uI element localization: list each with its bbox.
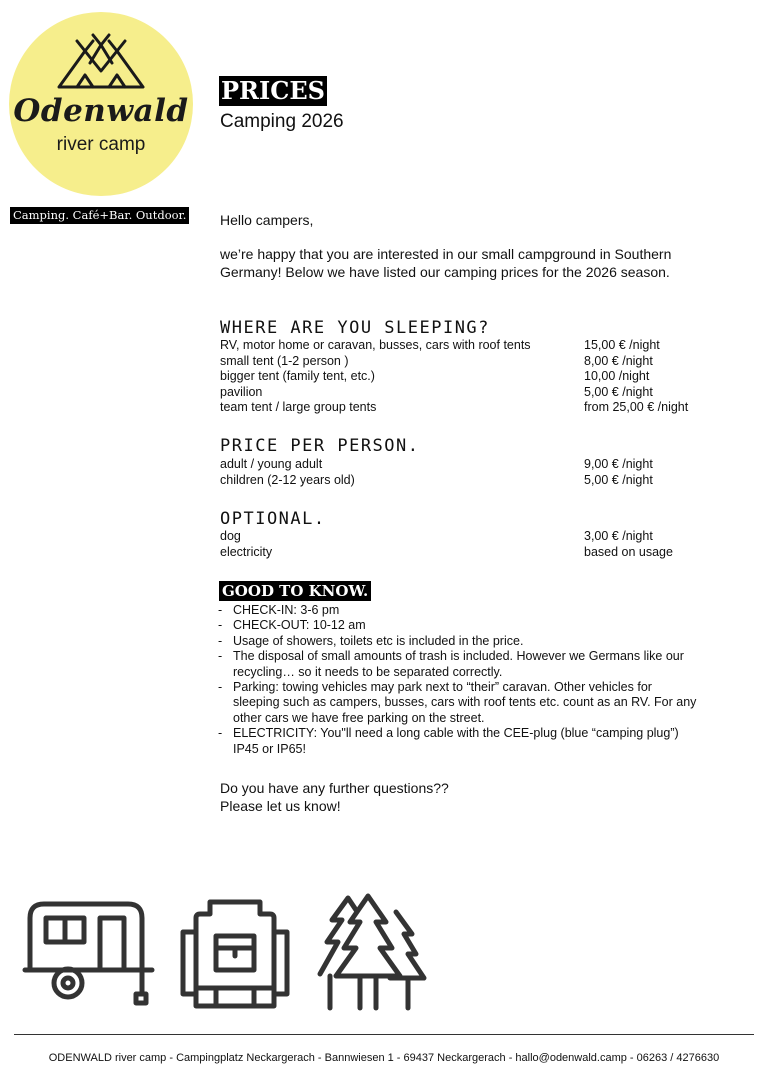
price-row <box>220 400 720 416</box>
price-label: children (2-12 years old) <box>220 472 355 487</box>
price-row <box>220 369 720 385</box>
bullet-dash: - <box>218 649 223 664</box>
price-value: 3,00 € /night <box>584 529 653 543</box>
price-value: 5,00 € /night <box>584 384 653 399</box>
price-label: small tent (1-2 person ) <box>220 353 349 368</box>
price-value: 10,00 /night <box>584 369 650 384</box>
price-row <box>220 385 720 401</box>
price-row <box>220 545 720 561</box>
bullet-dash: - <box>218 618 223 633</box>
price-row <box>220 473 720 489</box>
price-value: 5,00 € /night <box>584 472 653 487</box>
closing-line-1: Do you have any further questions?? <box>220 780 449 796</box>
price-row <box>220 457 720 473</box>
footer-divider <box>14 1034 754 1035</box>
good-to-know-list <box>218 603 698 757</box>
list-item-text: CHECK-IN: 3-6 pm <box>233 603 340 617</box>
price-value: 15,00 € /night <box>584 338 660 352</box>
section-sleeping-heading: WHERE ARE YOU SLEEPING? <box>220 318 490 338</box>
bullet-dash: - <box>218 680 223 695</box>
price-value: 8,00 € /night <box>584 353 653 368</box>
price-label: RV, motor home or caravan, busses, cars with roof tents <box>220 338 531 352</box>
person-price-list <box>220 457 720 488</box>
price-row <box>220 529 720 545</box>
price-label: pavilion <box>220 384 263 399</box>
intro-text: we’re happy that you are interested in our small campground in Southern Germany! Below we have listed our camping prices for the 2026 season. <box>220 246 672 280</box>
page-title: PRICES <box>221 76 325 105</box>
logo-wordmark: Odenwald <box>13 93 189 129</box>
bullet-dash: - <box>218 633 223 648</box>
price-label: adult / young adult <box>220 457 323 471</box>
list-item-text: Parking: towing vehicles may park next to “their” caravan. Other vehicles for sleeping such as campers, busses, cars with roof tents etc. count as an RV. For any other cars we have free parking on the street. <box>233 680 697 725</box>
list-item <box>218 649 698 680</box>
list-item <box>218 603 698 618</box>
closing-line-2: Please let us know! <box>220 798 341 814</box>
list-item-text: ELECTRICITY: You"ll need a long cable with the CEE-plug (blue “camping plug”) IP45 or IP65! <box>233 726 679 756</box>
greeting: Hello campers, <box>220 212 314 228</box>
closing-text <box>220 779 449 815</box>
page-subtitle: Camping 2026 <box>220 111 344 132</box>
section-person-heading: PRICE PER PERSON. <box>220 436 420 456</box>
list-item <box>218 680 698 726</box>
price-value: 9,00 € /night <box>584 457 653 471</box>
section-optional-heading: OPTIONAL. <box>220 509 326 529</box>
price-row <box>220 354 720 370</box>
list-item-text: Usage of showers, toilets etc is included in the price. <box>233 633 524 648</box>
bullet-dash: - <box>218 603 223 617</box>
price-label: team tent / large group tents <box>220 400 377 415</box>
logo-subtitle: river camp <box>56 134 146 155</box>
sleeping-price-list <box>220 338 720 416</box>
price-label: dog <box>220 529 241 543</box>
price-value: based on usage <box>584 544 673 559</box>
optional-price-list <box>220 529 720 560</box>
pine-trees-icon <box>320 896 424 1008</box>
price-row <box>220 338 720 354</box>
teepee-icon <box>55 33 147 91</box>
list-item-text: CHECK-OUT: 10-12 am <box>233 618 366 633</box>
bullet-dash: - <box>218 726 223 741</box>
footer-contact: ODENWALD river camp - Campingplatz Neckargerach - Bannwiesen 1 - 69437 Neckargerach - hallo@odenwald.camp - 06263 / 4276630 <box>48 1052 720 1064</box>
list-item <box>218 726 698 757</box>
camping-icons <box>20 890 440 1015</box>
price-value: from 25,00 € /night <box>584 400 689 415</box>
tagline: Camping. Café+Bar. Outdoor. <box>10 207 189 224</box>
good-to-know-heading: GOOD TO KNOW. <box>219 581 371 601</box>
price-label: bigger tent (family tent, etc.) <box>220 369 375 384</box>
list-item <box>218 618 698 633</box>
list-item-text: The disposal of small amounts of trash is included. However we Germans like our recycling… so it needs to be separated correctly. <box>233 649 684 679</box>
list-item <box>218 634 698 649</box>
price-label: electricity <box>220 544 273 559</box>
backpack-icon <box>183 902 287 1006</box>
caravan-icon <box>25 904 152 1003</box>
